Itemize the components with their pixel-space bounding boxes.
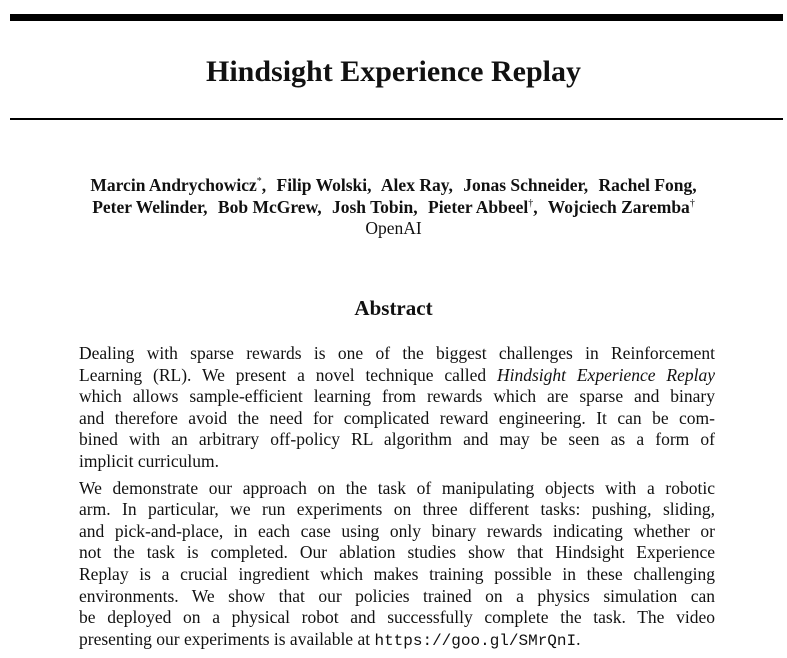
author-name: Bob McGrew — [217, 197, 318, 217]
title-top-rule — [10, 14, 783, 21]
author-name: Marcin Andrychowicz* — [90, 175, 262, 195]
video-url-link[interactable]: https://goo.gl/SMrQnI — [374, 631, 577, 650]
abstract-line: which allows sample-efficient learning from rewards which are sparse and binary — [79, 386, 715, 407]
author-affiliation: OpenAI — [365, 218, 422, 238]
abstract-line: implicit curriculum. — [79, 450, 219, 471]
author-name: Rachel Fong — [598, 175, 693, 195]
abstract-line: not the task is completed. Our ablation studies show that Hindsight Experience — [79, 542, 715, 563]
abstract-line: and therefore avoid the need for complicated reward engineering. It can be com- — [79, 407, 715, 428]
abstract-body — [79, 343, 715, 652]
author-name: Peter Welinder — [92, 197, 204, 217]
abstract-line: presenting our experiments is available at https://goo.gl/SMrQnI. — [79, 628, 581, 650]
abstract-line: environments. We show that our policies trained on a physics simulation can — [79, 585, 715, 606]
author-name: Pieter Abbeel† — [428, 197, 534, 217]
technique-name-emphasis: Hindsight Experience Replay — [496, 364, 716, 385]
paper-title: Hindsight Experience Replay — [205, 55, 581, 88]
author-name: Alex Ray — [380, 175, 449, 195]
abstract-line: arm. In particular, we run experiments on three different tasks: pushing, sliding, — [79, 499, 715, 520]
abstract-line: Replay is a crucial ingredient which makes training possible in these challenging — [79, 563, 715, 584]
author-name: Filip Wolski — [276, 175, 368, 195]
abstract-paragraph-1 — [79, 343, 715, 473]
abstract-heading: Abstract — [354, 296, 433, 320]
abstract-paragraph-2 — [79, 478, 715, 653]
author-name: Josh Tobin — [332, 197, 414, 217]
abstract-line: and pick-and-place, in each case using only binary rewards indicating whether or — [79, 520, 715, 541]
abstract-line: Learning (RL). We present a novel technique called Hindsight Experience Replay — [79, 364, 716, 385]
author-name: Jonas Schneider — [463, 175, 584, 195]
abstract-line: Dealing with sparse rewards is one of the biggest challenges in Reinforcement — [79, 343, 715, 363]
abstract-line: be deployed on a physical robot and successfully complete the task. The video — [79, 607, 715, 628]
abstract-line: We demonstrate our approach on the task of manipulating objects with a robotic — [79, 477, 715, 498]
title-bottom-rule — [10, 118, 783, 120]
author-list — [0, 174, 787, 218]
author-line-1: Marcin Andrychowicz*, Filip Wolski, Alex Ray, Jonas Schneider, Rachel Fong, — [90, 175, 697, 195]
abstract-line: bined with an arbitrary off-policy RL algorithm and may be seen as a form of — [79, 429, 715, 450]
author-line-2: Peter Welinder, Bob McGrew, Josh Tobin, Pieter Abbeel†, Wojciech Zaremba† — [92, 197, 695, 217]
author-name: Wojciech Zaremba† — [547, 197, 695, 217]
